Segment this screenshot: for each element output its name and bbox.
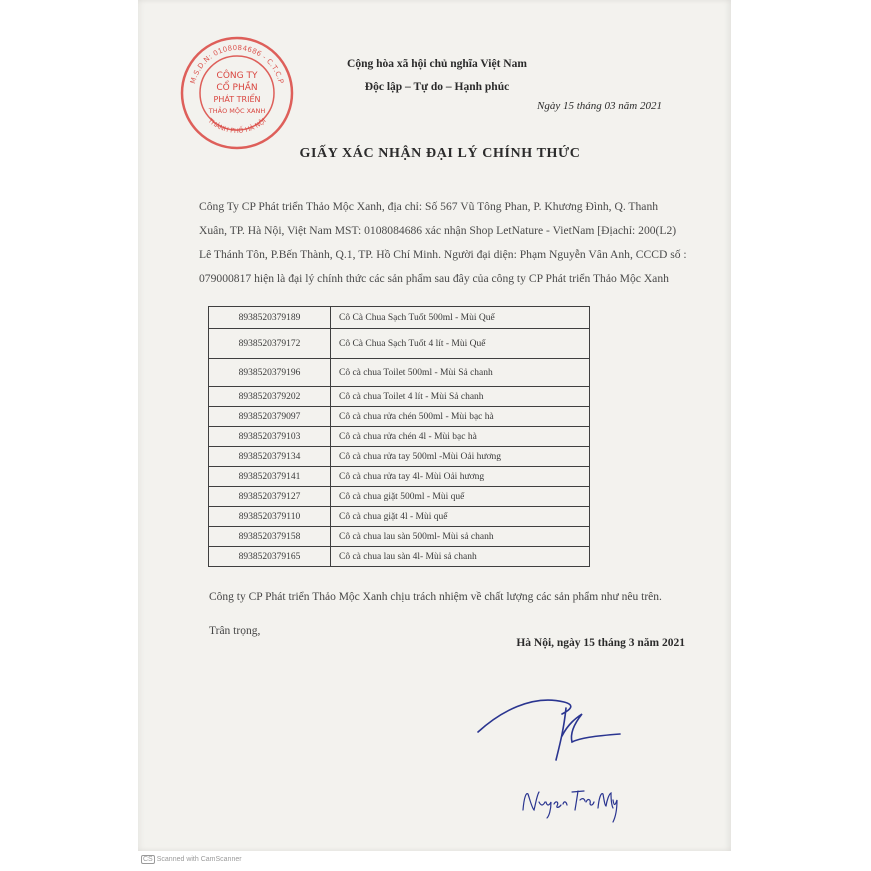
product-name: Cô cà chua giặt 4l - Mùi quế	[331, 507, 590, 527]
product-code: 8938520379189	[209, 307, 331, 329]
product-code: 8938520379134	[209, 447, 331, 467]
issue-date: Ngày 15 tháng 03 năm 2021	[537, 100, 662, 112]
table-row	[209, 307, 590, 329]
scanner-text: Scanned with CamScanner	[156, 856, 242, 863]
table-row	[209, 447, 590, 467]
product-name: Cô cà chua rửa chén 4l - Mùi bạc hà	[331, 427, 590, 447]
product-name: Cô cà chua lau sàn 4l- Mùi sả chanh	[331, 547, 590, 567]
product-code: 8938520379097	[209, 407, 331, 427]
product-code: 8938520379172	[209, 329, 331, 359]
table-row	[209, 527, 590, 547]
document-title: GIẤY XÁC NHẬN ĐẠI LÝ CHÍNH THỨC	[299, 146, 581, 161]
product-code: 8938520379103	[209, 427, 331, 447]
product-name: Cô Cà Chua Sạch Tuốt 500ml - Mùi Quế	[331, 307, 590, 329]
scanner-watermark	[141, 855, 242, 864]
stamp-line-2: CỔ PHẦN	[216, 83, 258, 93]
body-paragraph	[199, 195, 685, 291]
product-code: 8938520379110	[209, 507, 331, 527]
table-row	[209, 487, 590, 507]
product-name: Cô cà chua rửa tay 4l- Mùi Oải hương	[331, 467, 590, 487]
product-name: Cô cà chua rửa tay 500ml -Mùi Oải hương	[331, 447, 590, 467]
stamp-line-4: THẢO MỘC XANH	[208, 107, 266, 115]
signature-mark	[470, 680, 630, 770]
body-line: Xuân, TP. Hà Nội, Việt Nam MST: 0108084686 xác nhận Shop LetNature - VietNam [Địachỉ: 200(L2)	[199, 224, 677, 237]
body-line: Công Ty CP Phát triển Thảo Mộc Xanh, địa chỉ: Số 567 Vũ Tông Phan, P. Khương Đình, Q. Thanh	[199, 200, 659, 213]
product-name: Cô Cà Chua Sạch Tuốt 4 lít - Mùi Quế	[331, 329, 590, 359]
product-name: Cô cà chua lau sàn 500ml- Mùi sả chanh	[331, 527, 590, 547]
product-name: Cô cà chua Toilet 500ml - Mùi Sả chanh	[331, 359, 590, 387]
stamp-tax-code: M.S.D.N: 0108084686 - C.T.C.P	[189, 43, 285, 85]
svg-text:THÀNH PHỐ HÀ NỘI	[206, 116, 268, 135]
product-name: Cô cà chua Toilet 4 lít - Mùi Sả chanh	[331, 387, 590, 407]
table-row	[209, 387, 590, 407]
product-code: 8938520379127	[209, 487, 331, 507]
motto-heading: Độc lập – Tự do – Hạnh phúc	[364, 81, 510, 93]
stamp-line-1: CÔNG TY	[216, 71, 258, 81]
camscanner-logo-icon: CS	[143, 856, 153, 863]
table-row	[209, 507, 590, 527]
table-row	[209, 427, 590, 447]
product-code: 8938520379158	[209, 527, 331, 547]
table-row	[209, 467, 590, 487]
handwritten-signer-name	[520, 780, 620, 825]
product-name: Cô cà chua rửa chén 500ml - Mùi bạc hà	[331, 407, 590, 427]
product-name: Cô cà chua giặt 500ml - Mùi quế	[331, 487, 590, 507]
stamp-city: THÀNH PHỐ HÀ NỘI	[206, 116, 268, 135]
product-code: 8938520379196	[209, 359, 331, 387]
product-code: 8938520379202	[209, 387, 331, 407]
product-code: 8938520379165	[209, 547, 331, 567]
table-row	[209, 359, 590, 387]
signing-date: Hà Nội, ngày 15 tháng 3 năm 2021	[516, 637, 685, 649]
table-row	[209, 407, 590, 427]
closing-statement: Công ty CP Phát triển Thảo Mộc Xanh chịu trách nhiệm về chất lượng các sản phẩm như nêu trên.	[209, 591, 662, 603]
company-stamp	[178, 34, 296, 152]
body-line: 079000817 hiện là đại lý chính thức các sản phẩm sau đây của công ty CP Phát triển Thảo Mộc Xanh	[199, 272, 669, 285]
product-code: 8938520379141	[209, 467, 331, 487]
products-table	[208, 306, 590, 567]
republic-heading: Cộng hòa xã hội chủ nghĩa Việt Nam	[347, 58, 527, 70]
stamp-line-3: PHÁT TRIỂN	[213, 95, 261, 104]
table-row	[209, 547, 590, 567]
body-line: Lê Thánh Tôn, P.Bến Thành, Q.1, TP. Hồ Chí Minh. Người đại diện: Phạm Nguyễn Vân Anh, CCCD số :	[199, 248, 687, 261]
regards-text: Trân trọng,	[209, 625, 261, 637]
table-row	[209, 329, 590, 359]
